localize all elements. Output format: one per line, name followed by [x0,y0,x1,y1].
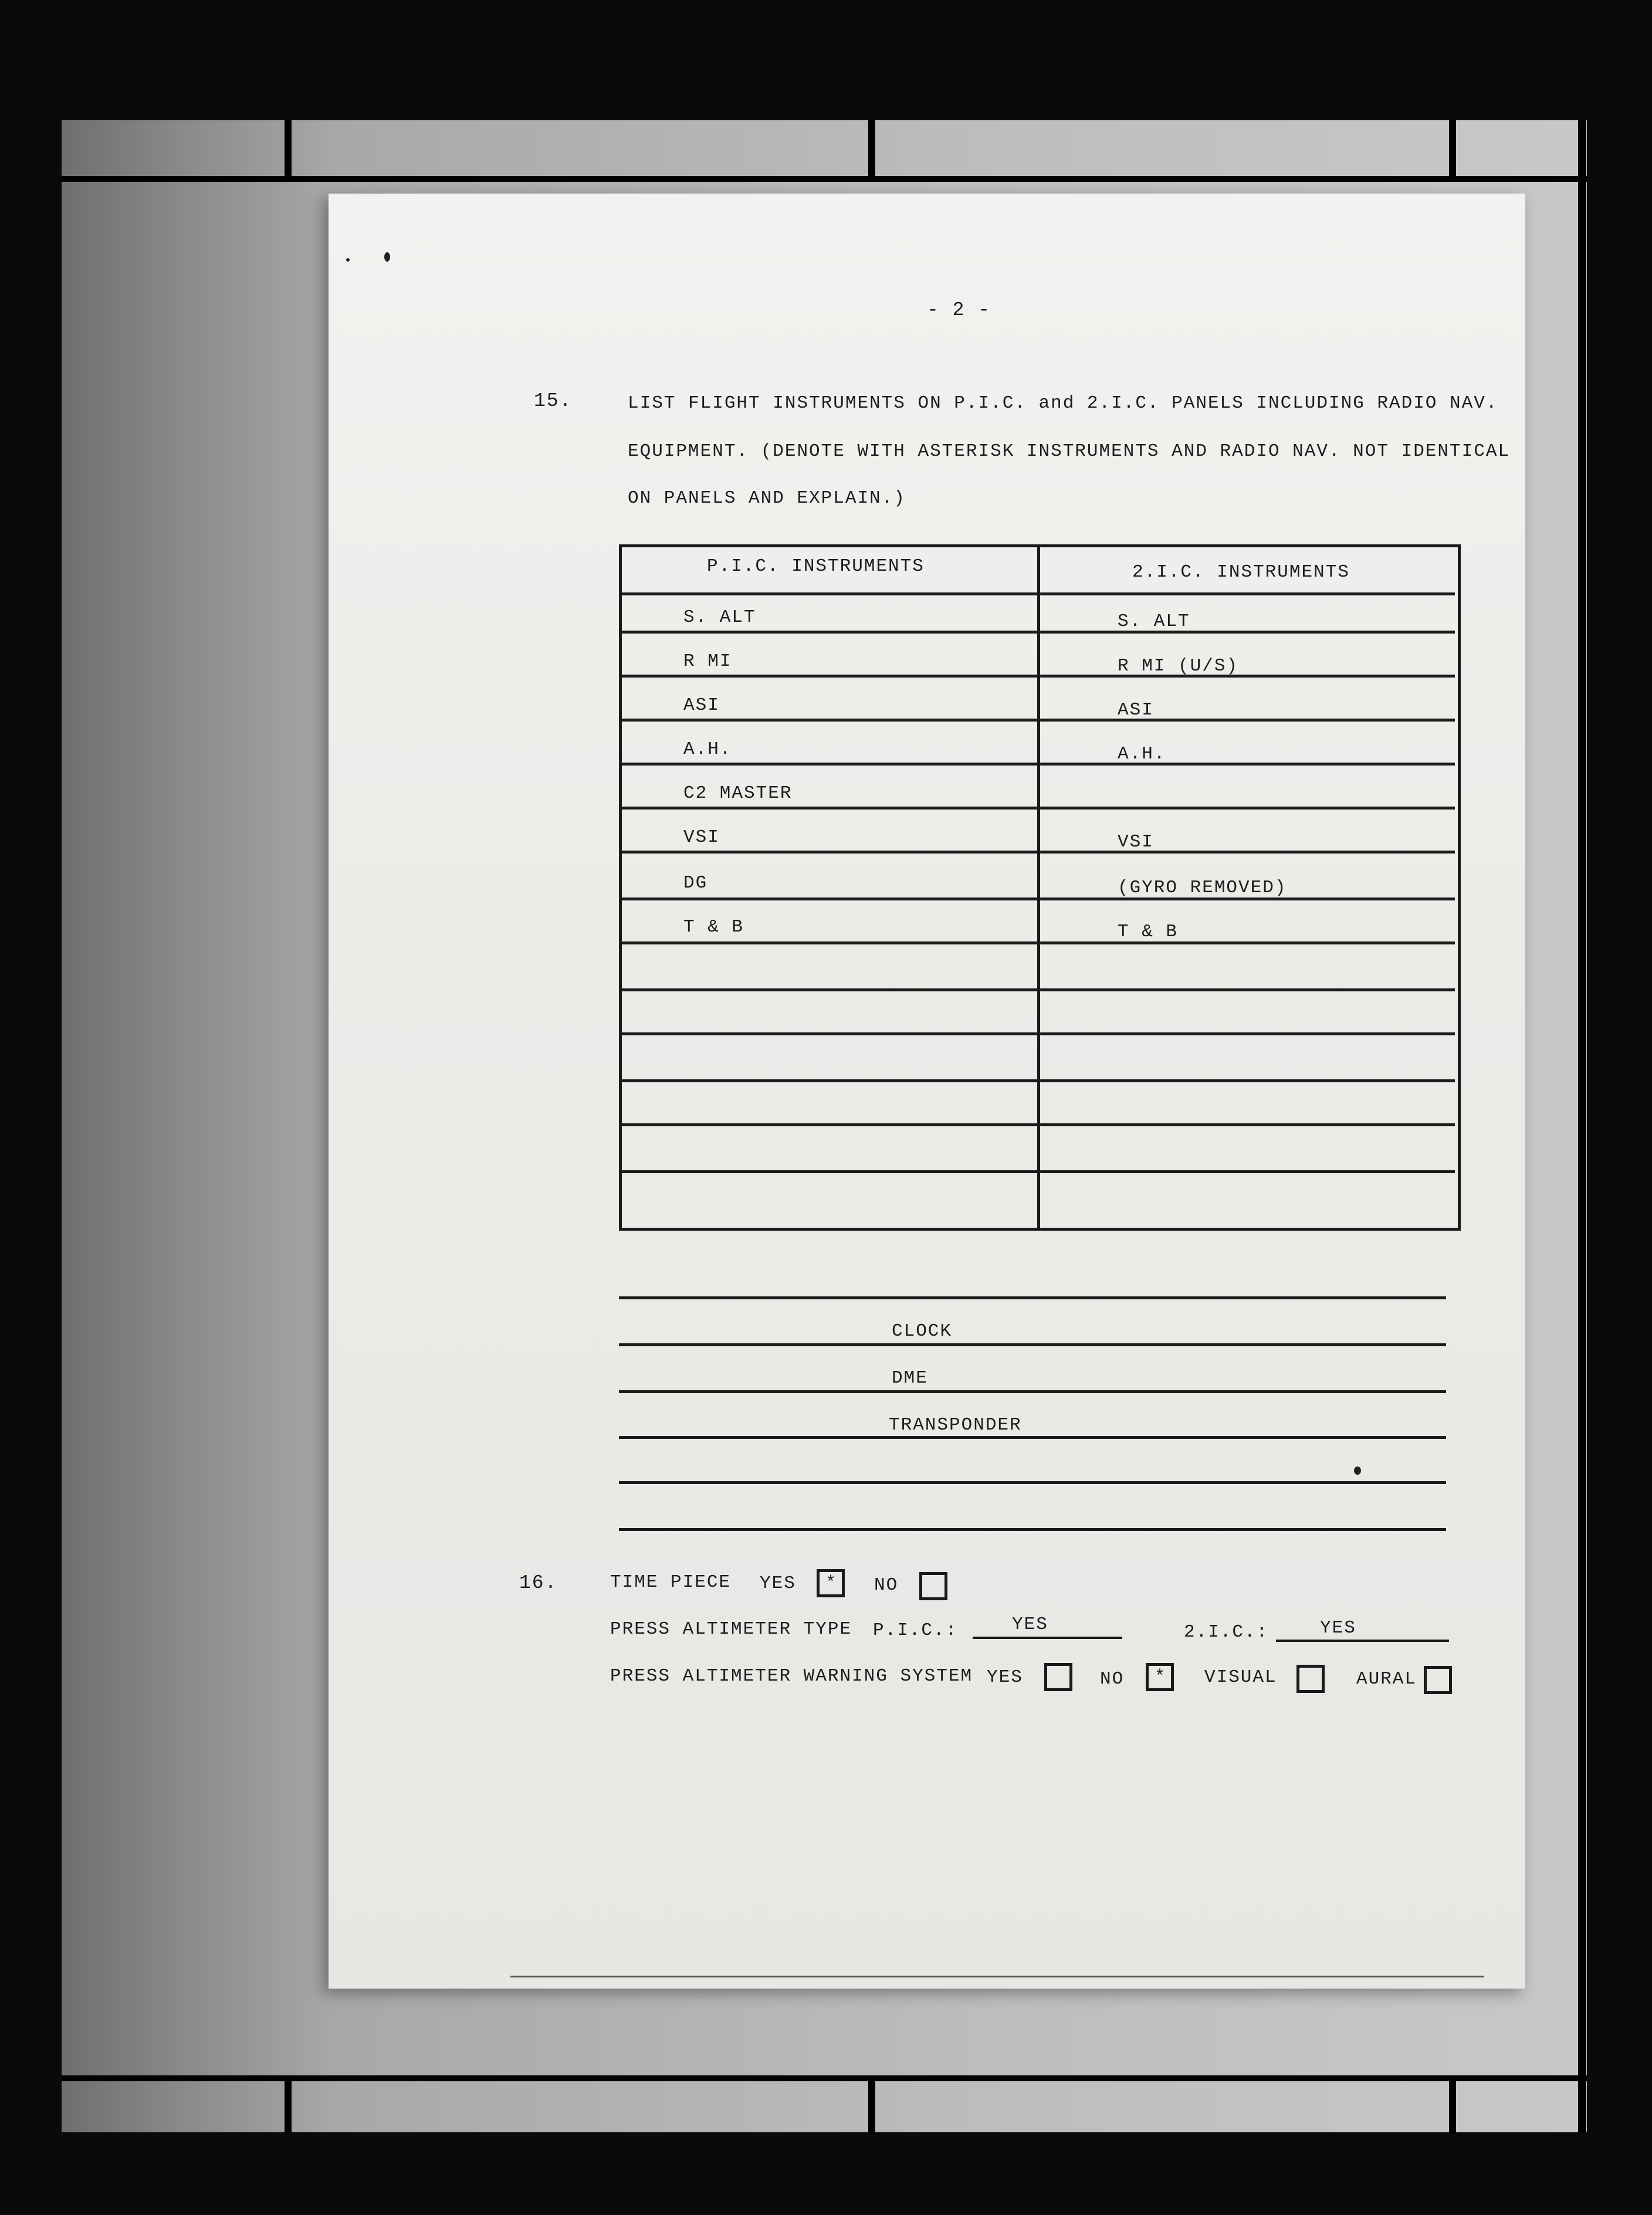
table-row-rule [622,719,1455,722]
other-instrument: CLOCK [892,1321,953,1342]
sic-item: VSI [1118,832,1154,852]
other-rule [619,1296,1446,1299]
table-row-rule [622,763,1455,766]
warning-no-checkbox[interactable]: * [1146,1663,1174,1691]
time-piece-no-label: NO [874,1575,899,1596]
table-row-rule [622,897,1455,900]
time-piece-yes-checkbox[interactable]: * [817,1569,845,1597]
visual-checkbox[interactable] [1296,1665,1325,1693]
sic-header: 2.I.C. INSTRUMENTS [1132,562,1350,582]
frame-bottom-line [62,2075,1587,2081]
other-rule [619,1528,1446,1531]
question-15-number: 15. [534,390,573,412]
pic-item: A.H. [683,739,732,760]
alt-type-label: PRESS ALTIMETER TYPE [610,1619,852,1640]
table-row-rule [622,807,1455,810]
pic-item: R MI [683,651,732,672]
table-row-rule [622,851,1455,854]
sic-label: 2.I.C.: [1184,1622,1269,1642]
speck [1354,1466,1361,1475]
frame-divider [285,2081,292,2134]
sic-value-underline [1276,1640,1449,1642]
question-15-line2: EQUIPMENT. (DENOTE WITH ASTERISK INSTRUMENTS AND RADIO NAV. NOT IDENTICAL [628,441,1511,462]
other-instrument: DME [892,1368,928,1388]
bottom-faint-line [510,1976,1484,1977]
sic-item: ASI [1118,700,1154,720]
question-16-number: 16. [519,1572,558,1594]
warning-yes-label: YES [987,1667,1023,1688]
pic-value-underline [973,1637,1122,1639]
table-row-rule [622,592,1455,595]
speck [384,252,390,262]
pic-item: ASI [683,695,720,716]
other-rule [619,1436,1446,1439]
other-rule [619,1390,1446,1393]
frame-right-edge [1578,120,1586,2132]
table-row-rule [622,941,1455,944]
pic-value: YES [1012,1614,1048,1635]
warning-label: PRESS ALTIMETER WARNING SYSTEM [610,1666,973,1686]
pic-item: C2 MASTER [683,783,793,804]
time-piece-label: TIME PIECE [610,1572,732,1593]
table-row-rule [622,1032,1455,1035]
table-row-rule [622,1123,1455,1126]
other-rule [619,1343,1446,1346]
table-row-rule [622,988,1455,991]
pic-item: T & B [683,917,744,937]
frame-divider [868,120,875,176]
sic-value: YES [1320,1618,1356,1638]
sic-item: T & B [1118,922,1179,942]
frame-divider [285,120,292,176]
pic-header: P.I.C. INSTRUMENTS [707,556,925,577]
sic-item: S. ALT [1118,611,1190,632]
warning-no-label: NO [1100,1669,1125,1689]
visual-label: VISUAL [1204,1667,1277,1688]
table-column-divider [1037,544,1040,1231]
time-piece-yes-label: YES [760,1573,796,1594]
table-row-rule [622,631,1455,634]
aural-label: AURAL [1356,1669,1417,1689]
question-15-line3: ON PANELS AND EXPLAIN.) [628,488,906,509]
page-number: - 2 - [927,299,991,321]
warning-yes-checkbox[interactable] [1044,1663,1072,1691]
document-page [329,194,1525,1989]
pic-item: DG [683,873,708,893]
sic-item: R MI (U/S) [1118,656,1239,676]
question-15-line1: LIST FLIGHT INSTRUMENTS ON P.I.C. and 2.I.C. PANELS INCLUDING RADIO NAV. [628,393,1498,414]
frame-divider [1449,120,1456,176]
table-row-rule [622,1170,1455,1173]
table-row-rule [622,1079,1455,1082]
pic-label: P.I.C.: [873,1620,958,1641]
frame-divider [1449,2081,1456,2134]
other-instrument: TRANSPONDER [889,1415,1022,1435]
frame-divider [868,2081,875,2134]
sic-item: A.H. [1118,744,1166,764]
other-rule [619,1481,1446,1484]
speck [346,258,350,262]
pic-item: S. ALT [683,607,756,628]
sic-item: (GYRO REMOVED) [1118,878,1287,898]
table-row-rule [622,675,1455,678]
frame-top-line [62,176,1587,182]
pic-item: VSI [683,827,720,848]
time-piece-no-checkbox[interactable] [919,1572,947,1600]
aural-checkbox[interactable] [1424,1666,1452,1694]
